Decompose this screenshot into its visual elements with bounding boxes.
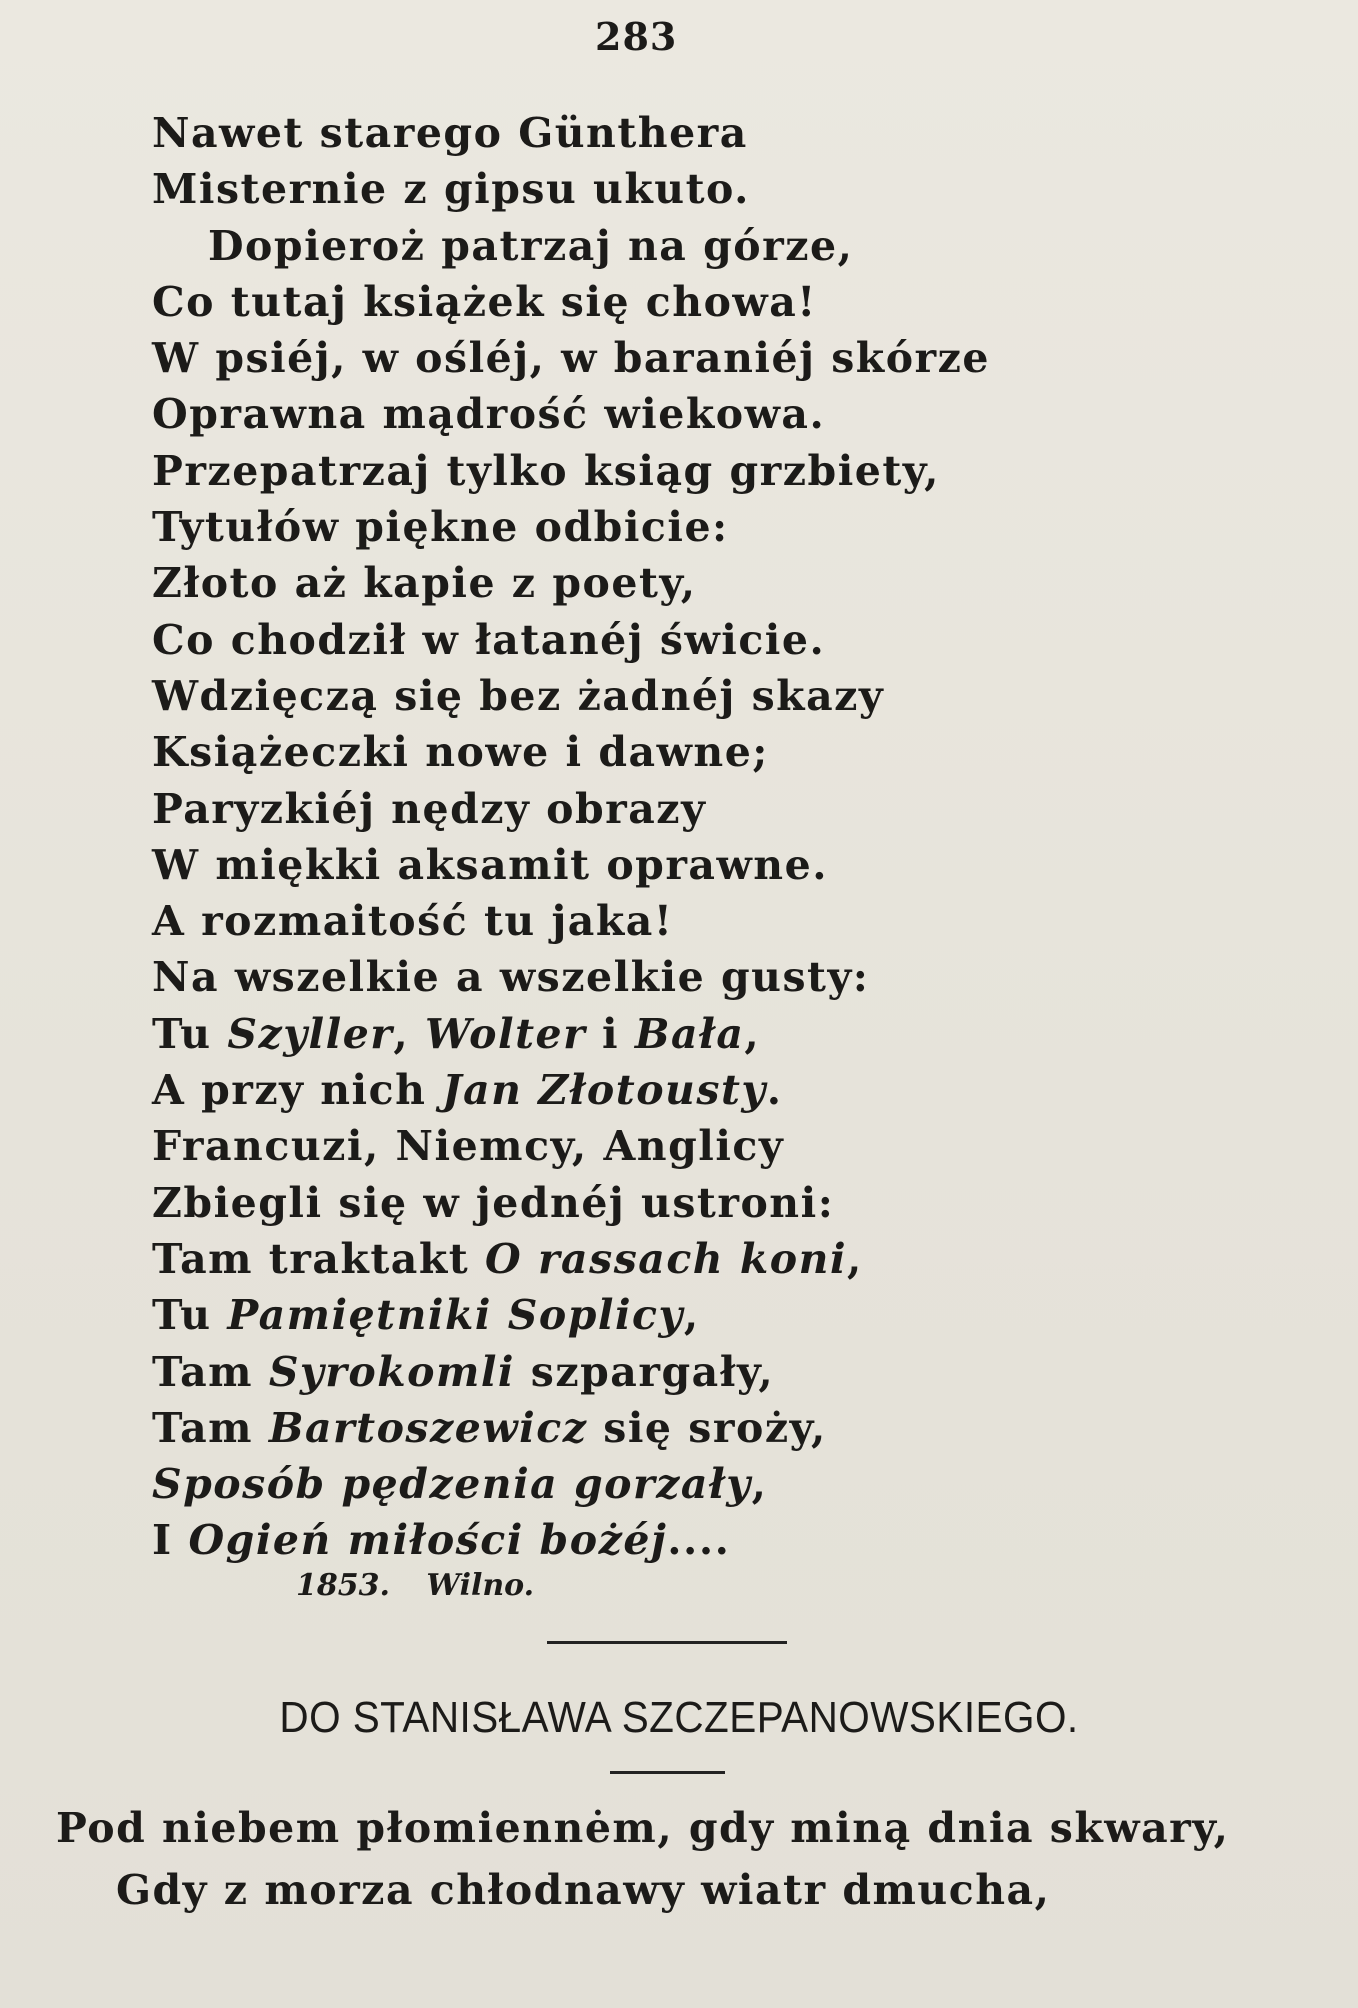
poem-text: Tu (152, 1009, 228, 1058)
poem-line (152, 668, 1052, 724)
second-poem (56, 1797, 1306, 1921)
page-number: 283 (595, 14, 678, 59)
poem-line (152, 949, 1052, 1005)
poem-line (152, 612, 1052, 668)
poem-text: , (847, 1234, 863, 1283)
section-divider-top (547, 1641, 787, 1644)
section-divider-bottom (610, 1771, 725, 1774)
dateline-year: 1853. (296, 1568, 390, 1603)
poem-text: A rozmaitość tu jaka! (152, 897, 674, 946)
poem-text: W miękki aksamit oprawne. (152, 840, 828, 889)
italic-title: Sposób pędzenia gorzały (152, 1460, 752, 1509)
poem-text: . (766, 1066, 783, 1115)
poem-text: W psiéj, w ośléj, w baraniéj skórze (152, 334, 991, 383)
italic-title: Syrokomli (268, 1347, 515, 1396)
poem-text: Książeczki nowe i dawne; (152, 728, 769, 777)
poem-line (152, 555, 1052, 611)
poem-text: Tam (152, 1347, 269, 1396)
poem-text: I (152, 1516, 189, 1565)
poem-line (152, 1287, 1052, 1343)
poem-heading: DO STANISŁAWA SZCZEPANOWSKIEGO. (279, 1693, 1079, 1742)
poem-line (152, 781, 1052, 837)
poem-text: Tam (152, 1403, 269, 1452)
italic-title: Wolter (424, 1009, 587, 1058)
poem-text: Tam traktakt (152, 1234, 485, 1283)
poem-text: Tu (152, 1291, 228, 1340)
poem-text: , (393, 1009, 425, 1058)
dateline-place: Wilno. (426, 1568, 535, 1603)
poem-stanzas (152, 105, 1052, 1569)
poem-line (152, 274, 1052, 330)
poem-line (152, 837, 1052, 893)
poem-line (152, 1231, 1052, 1287)
poem-text: Na wszelkie a wszelkie gusty: (152, 953, 870, 1002)
poem-text: Co chodził w łatanéj świcie. (152, 615, 826, 664)
italic-title: Pamiętniki Soplicy (227, 1291, 684, 1340)
poem-text: , (683, 1291, 700, 1340)
poem-line (152, 1456, 1052, 1512)
poem-text: Przepatrzaj tylko ksiąg grzbiety, (152, 446, 940, 495)
poem-text: szpargały, (514, 1347, 775, 1396)
italic-title: Jan Złotousty (442, 1066, 767, 1115)
poem-line (152, 218, 1052, 274)
poem-line (152, 1344, 1052, 1400)
poem-text: A przy nich (152, 1066, 443, 1115)
poem-line: Gdy z morza chłodnawy wiatr dmucha, (116, 1866, 1051, 1914)
poem-line (152, 386, 1052, 442)
poem-line (152, 1512, 1052, 1568)
poem-line (152, 499, 1052, 555)
poem-text: .... (667, 1516, 731, 1565)
poem-line (152, 1006, 1052, 1062)
poem-text: , (751, 1460, 768, 1509)
poem-line (152, 1062, 1052, 1118)
poem-text: Nawet starego Günthera (152, 109, 748, 157)
dateline (296, 1568, 560, 1603)
italic-title: O rassach koni (484, 1234, 848, 1283)
poem-text: , (744, 1009, 761, 1058)
italic-title: Szyller (227, 1009, 394, 1058)
poem-line (152, 1118, 1052, 1174)
poem-text: Co tutaj książek się chowa! (152, 277, 817, 326)
poem-line (152, 1175, 1052, 1231)
poem-text: Paryzkiéj nędzy obrazy (152, 784, 707, 833)
poem-text: i (586, 1009, 635, 1058)
poem-text: Wdzięczą się bez żadnéj skazy (152, 671, 885, 720)
poem-line (152, 330, 1052, 386)
poem-line (152, 1400, 1052, 1456)
poem-text: Zbiegli się w jednéj ustroni: (152, 1178, 835, 1227)
poem-text: się sroży, (587, 1403, 827, 1452)
poem-line (152, 443, 1052, 499)
poem-text: Tytułów piękne odbicie: (152, 503, 729, 552)
italic-title: Ogień miłości bożéj (188, 1516, 668, 1565)
poem-text: Złoto aż kapie z poety, (152, 559, 697, 608)
poem-text: Oprawna mądrość wiekowa. (152, 390, 826, 439)
poem-text: Dopieroż patrzaj na górze, (208, 221, 854, 270)
poem-line (152, 893, 1052, 949)
italic-title: Bartoszewicz (268, 1403, 588, 1452)
italic-title: Bała (634, 1009, 745, 1058)
poem-line: Pod niebem płomiennėm, gdy miną dnia skwary, (56, 1804, 1230, 1852)
poem-text: Francuzi, Niemcy, Anglicy (152, 1122, 785, 1171)
poem-text: Misternie z gipsu ukuto. (152, 165, 750, 214)
poem-line (152, 161, 1052, 217)
poem-line (152, 105, 1052, 161)
poem-line (152, 724, 1052, 780)
